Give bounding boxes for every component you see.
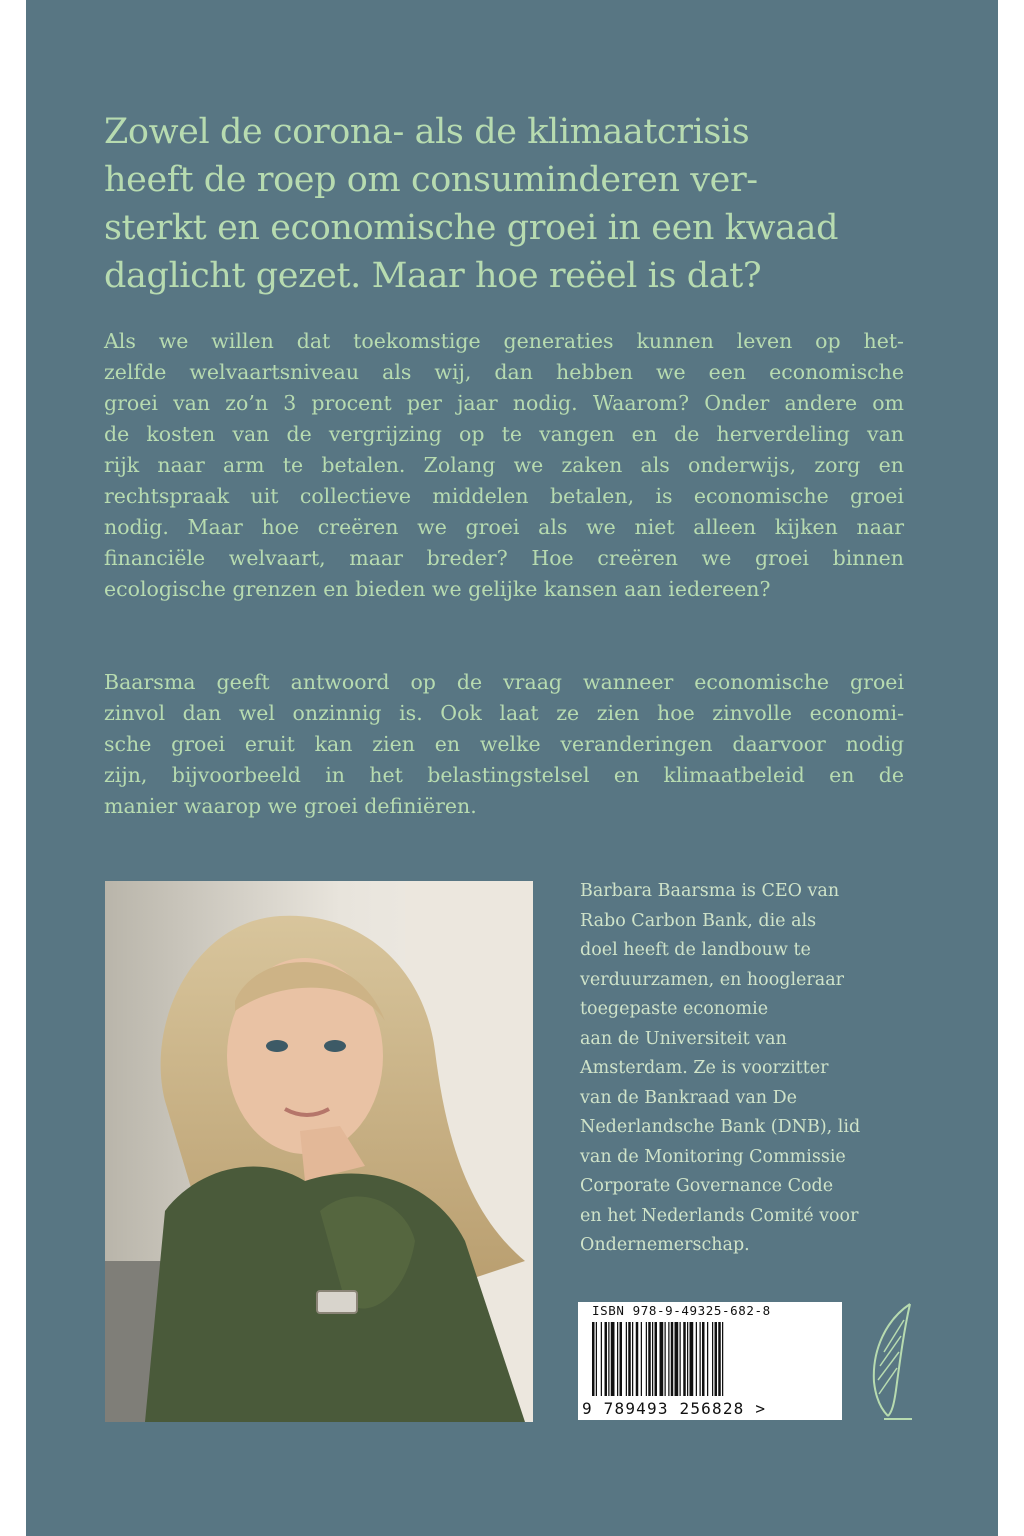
blurb-line: Als we willen dat toekomstige generaties kunnen leven op het-	[104, 329, 904, 353]
publisher-logo-feather-icon	[866, 1300, 916, 1422]
author-bio	[580, 877, 910, 1261]
blurb-paragraph-2	[104, 667, 904, 822]
blurb-line: ecologische grenzen en bieden we gelijke kansen aan iedereen?	[104, 577, 771, 601]
blurb-line: zelfde welvaartsniveau als wij, dan hebben we een economische	[104, 360, 904, 384]
blurb-line: rechtspraak uit collectieve middelen betalen, is economische groei	[104, 484, 904, 508]
bio-line: doel heeft de landbouw te	[580, 940, 811, 960]
headline-line: daglicht gezet. Maar hoe reëel is dat?	[104, 256, 762, 296]
bio-line: van de Monitoring Commissie	[580, 1146, 846, 1167]
isbn-label: ISBN 978-9-49325-682-8	[592, 1303, 771, 1318]
bio-line: Corporate Governance Code	[580, 1176, 834, 1196]
isbn-barcode	[578, 1302, 842, 1420]
bio-line: Rabo Carbon Bank, die als	[580, 910, 817, 931]
author-photo	[105, 881, 533, 1422]
blurb-line: manier waarop we groei definiëren.	[104, 794, 477, 818]
blurb-line: Baarsma geeft antwoord op de vraag wanneer economische groei	[104, 670, 904, 694]
headline-line: sterkt en economische groei in een kwaad	[104, 208, 839, 248]
bio-line: aan de Universiteit van	[580, 1028, 787, 1049]
barcode-bars	[592, 1322, 830, 1396]
bio-line: Nederlandsche Bank (DNB), lid	[580, 1117, 861, 1137]
author-photo-illustration	[105, 881, 533, 1422]
bio-line: en het Nederlands Comité voor	[580, 1205, 859, 1226]
headline-line: Zowel de corona- als de klimaatcrisis	[104, 112, 750, 152]
headline	[104, 108, 904, 300]
bio-line: Ondernemerschap.	[580, 1235, 750, 1255]
blurb-line: financiële welvaart, maar breder? Hoe creëren we groei binnen	[104, 546, 904, 570]
blurb-line: zijn, bijvoorbeeld in het belastingstelsel en klimaatbeleid en de	[104, 763, 904, 787]
blurb-line: de kosten van de vergrijzing op te vangen en de herverdeling van	[104, 422, 904, 446]
blurb-line: zinvol dan wel onzinnig is. Ook laat ze zien hoe zinvolle economi-	[104, 701, 904, 725]
blurb-line: rijk naar arm te betalen. Zolang we zaken als onderwijs, zorg en	[104, 453, 904, 477]
ean-digits: 9 789493 256828 >	[578, 1398, 842, 1420]
blurb-paragraph-1	[104, 326, 904, 605]
headline-line: heeft de roep om consuminderen ver-	[104, 160, 758, 200]
bio-line: Barbara Baarsma is CEO van	[580, 881, 840, 901]
bio-line: toegepaste economie	[580, 999, 769, 1019]
blurb-line: nodig. Maar hoe creëren we groei als we niet alleen kijken naar	[104, 515, 904, 539]
bio-line: Amsterdam. Ze is voorzitter	[580, 1058, 829, 1078]
bio-line: van de Bankraad van De	[580, 1087, 797, 1108]
bio-line: verduurzamen, en hoogleraar	[580, 969, 845, 990]
blurb-line: groei van zo’n 3 procent per jaar nodig. Waarom? Onder andere om	[104, 391, 904, 415]
blurb-line: sche groei eruit kan zien en welke veranderingen daarvoor nodig	[104, 732, 904, 756]
